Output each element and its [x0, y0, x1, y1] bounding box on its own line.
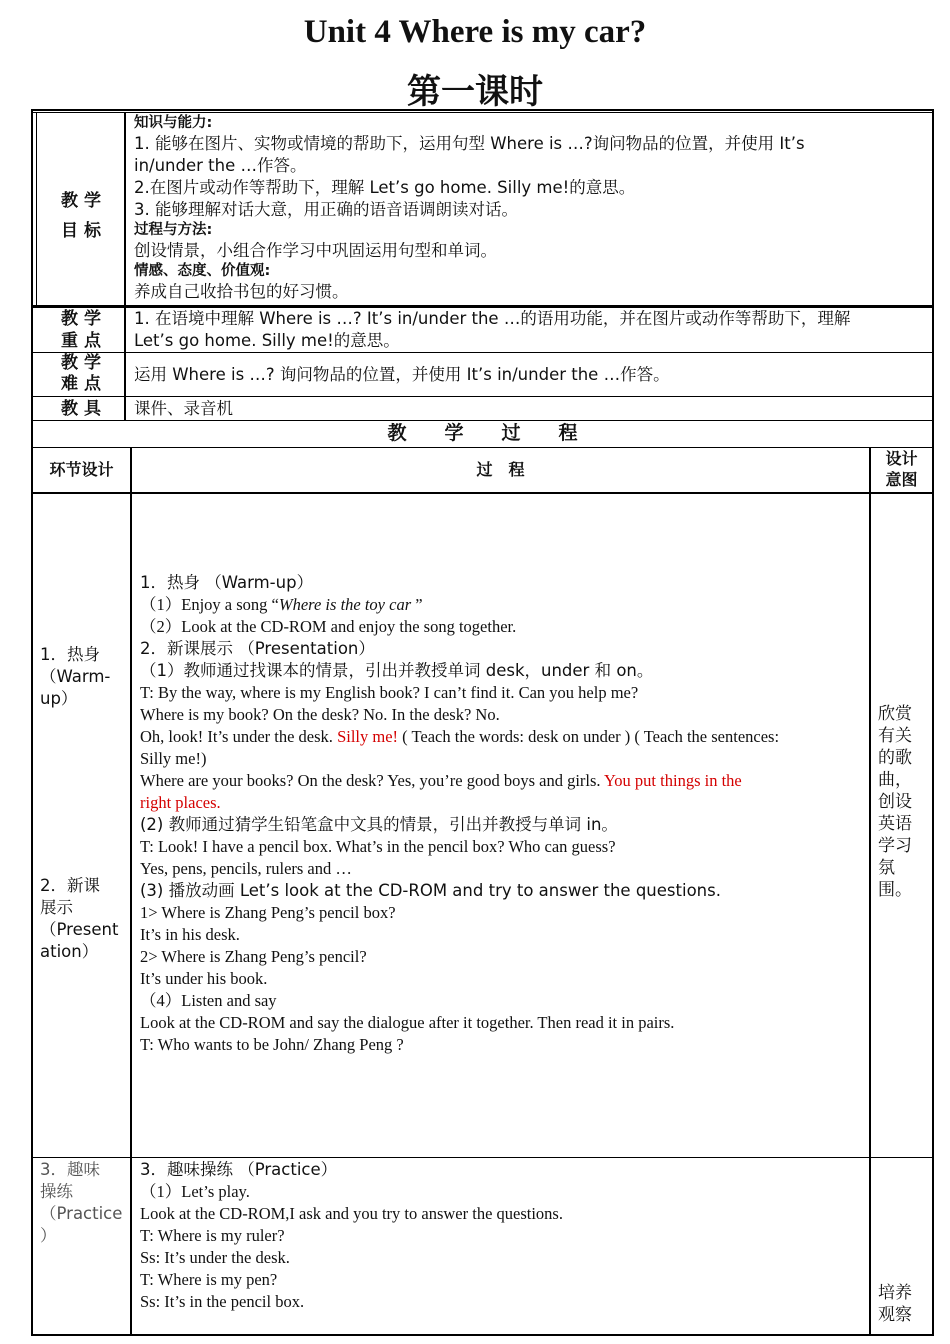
- process-line: [140, 726, 864, 748]
- key-points-label-line2: 重 点: [61, 331, 101, 351]
- process-line: 2> Where is Zhang Peng’s pencil?: [140, 947, 367, 966]
- intent-line: 培养: [878, 1283, 912, 1303]
- tools-label: 教 具: [61, 399, 101, 419]
- intent-line: 曲，: [878, 770, 912, 790]
- process-line: It’s in his desk.: [140, 925, 240, 944]
- process-line: T: By the way, where is my English book? I can’t find it. Can you help me?: [140, 683, 639, 702]
- rule: [33, 492, 932, 494]
- intent-line: 观察: [878, 1305, 912, 1325]
- rule: [130, 447, 132, 1336]
- objectives-label-line1: 教 学: [61, 191, 101, 211]
- difficulties-content: [134, 364, 930, 386]
- process-line: Look at the CD-ROM,I ask and you try to answer the questions.: [140, 1204, 563, 1223]
- rule: [33, 352, 932, 353]
- process-line: It’s under his book.: [140, 969, 268, 988]
- objective-item: 养成自己收拾书包的好习惯。: [134, 282, 349, 301]
- stage-line: （Practice: [40, 1204, 123, 1223]
- process-body-main: [140, 572, 864, 1056]
- process-line: (2) 教师通过猜学生铅笔盒中文具的情景，引出并教授与单词 in。: [140, 815, 618, 834]
- key-points-line: 1. 在语境中理解 Where is …? It’s in/under the …的语用功能，并在图片或动作等帮助下，理解: [134, 309, 851, 328]
- process-text: （1）Enjoy a song “: [140, 595, 279, 614]
- key-points-content: [134, 308, 930, 352]
- highlight-text: Silly me!: [337, 727, 399, 746]
- intent-line: 创设: [878, 792, 912, 812]
- objective-item: 2.在图片或动作等帮助下，理解 Let’s go home. Silly me!的意思。: [134, 178, 636, 197]
- process-line: Ss: It’s in the pencil box.: [140, 1292, 305, 1311]
- highlight-text: You put things in the: [604, 771, 742, 790]
- tools-content: [134, 398, 930, 420]
- process-line: 3．趣味操练 （Practice）: [140, 1160, 338, 1179]
- stage-line: （Warm-: [40, 667, 111, 686]
- process-text: ( Teach the words: desk on under ) ( Teach the sentences:: [398, 727, 780, 746]
- col-header-stage: 环节设计: [49, 460, 114, 479]
- rule: [33, 1157, 932, 1158]
- process-line: Look at the CD-ROM and say the dialogue after it together. Then read it in pairs.: [140, 1013, 675, 1032]
- difficulties-text: 运用 Where is …? 询问物品的位置，并使用 It’s in/under the …作答。: [134, 365, 670, 384]
- process-line: 1> Where is Zhang Peng’s pencil box?: [140, 903, 396, 922]
- stage-practice: [40, 1159, 128, 1247]
- col-header-intent-line2: 意图: [885, 470, 918, 489]
- rule: [33, 112, 932, 113]
- rule: [33, 420, 932, 421]
- stage-line: 3．趣味: [40, 1160, 100, 1179]
- stage-warmup: [40, 644, 128, 710]
- process-line: （2）Look at the CD-ROM and enjoy the song together.: [140, 617, 517, 636]
- process-line: （1）Let’s play.: [140, 1182, 250, 1201]
- document-title: Unit 4 Where is my car?: [303, 14, 647, 50]
- objectives-heading-values: 情感、态度、价值观:: [134, 263, 271, 279]
- tools-text: 课件、录音机: [134, 399, 233, 418]
- process-line: [140, 770, 864, 792]
- stage-line: 1．热身: [40, 645, 100, 664]
- key-points-label-line1: 教 学: [61, 309, 101, 329]
- lesson-subtitle: 第一课时: [407, 72, 543, 112]
- process-text: ”: [411, 595, 423, 614]
- process-line: （1）教师通过找课本的情景，引出并教授单词 desk，under 和 on。: [140, 661, 654, 680]
- objective-item: 1. 能够在图片、实物或情境的帮助下，运用句型 Where is …?询问物品的位置，并使用 It’s: [134, 134, 805, 153]
- process-text: Where are your books? On the desk? Yes, you’re good boys and girls.: [140, 771, 605, 790]
- col-header-intent: [871, 448, 932, 490]
- process-line: （4）Listen and say: [140, 991, 277, 1010]
- process-line: T: Where is my ruler?: [140, 1226, 285, 1245]
- objectives-heading-process: 过程与方法:: [134, 222, 213, 238]
- process-line: Yes, pens, pencils, rulers and …: [140, 859, 352, 878]
- process-line: (3) 播放动画 Let’s look at the CD-ROM and try to answer the questions.: [140, 881, 721, 900]
- col-header-process: 过 程: [476, 460, 525, 479]
- process-line: Where is my book? On the desk? No. In the desk? No.: [140, 705, 500, 724]
- objective-item: 创设情景，小组合作学习中巩固运用句型和单词。: [134, 241, 497, 260]
- process-text: Oh, look! It’s under the desk.: [140, 727, 338, 746]
- rule: [33, 396, 932, 397]
- objective-item: in/under the …作答。: [134, 156, 307, 175]
- intent-line: 英语: [878, 814, 912, 834]
- stage-line: （Present: [40, 920, 119, 939]
- process-line: Silly me!): [140, 749, 207, 768]
- intent-line: 学习: [878, 836, 912, 856]
- intent-line: 有关: [878, 726, 912, 746]
- process-line: T: Where is my pen?: [140, 1270, 278, 1289]
- objectives-label: [37, 186, 125, 246]
- process-line: [140, 594, 864, 616]
- stage-line: 操练: [40, 1182, 73, 1201]
- stage-line: 2．新课: [40, 876, 100, 895]
- intent-line: 围。: [878, 880, 912, 900]
- objectives-content: [134, 114, 930, 303]
- stage-line: ation）: [40, 942, 99, 961]
- difficulties-label: [37, 353, 125, 395]
- stage-line: ）: [40, 1226, 57, 1245]
- highlight-text: right places.: [140, 793, 221, 812]
- rule: [33, 447, 932, 448]
- stage-presentation: [40, 875, 128, 963]
- key-points-label: [37, 308, 125, 352]
- intent-practice: [878, 1282, 932, 1326]
- difficulties-label-line1: 教 学: [61, 353, 101, 373]
- process-line: 1．热身 （Warm-up）: [140, 573, 314, 592]
- objectives-heading-knowledge: 知识与能力:: [134, 115, 213, 131]
- intent-line: 的歌: [878, 748, 912, 768]
- intent-line: 欣赏: [878, 704, 912, 724]
- rule: [869, 447, 871, 1336]
- key-points-line: Let’s go home. Silly me!的意思。: [134, 331, 400, 350]
- stage-line: up）: [40, 689, 78, 708]
- process-line: 2．新课展示 （Presentation）: [140, 639, 375, 658]
- objectives-label-line2: 目 标: [61, 221, 101, 241]
- objective-item: 3. 能够理解对话大意，用正确的语音语调朗读对话。: [134, 200, 518, 219]
- song-title: Where is the toy car: [278, 595, 412, 614]
- col-header-intent-line1: 设计: [885, 449, 918, 468]
- difficulties-label-line2: 难 点: [61, 374, 101, 394]
- process-banner: 教 学 过 程: [387, 422, 578, 444]
- process-line: T: Look! I have a pencil box. What’s in the pencil box? Who can guess?: [140, 837, 616, 856]
- process-line: T: Who wants to be John/ Zhang Peng ?: [140, 1035, 404, 1054]
- stage-line: 展示: [40, 898, 73, 917]
- process-line: Ss: It’s under the desk.: [140, 1248, 290, 1267]
- intent-line: 氛: [878, 858, 895, 878]
- intent-warmup: [878, 703, 932, 901]
- process-body-practice: [140, 1159, 864, 1313]
